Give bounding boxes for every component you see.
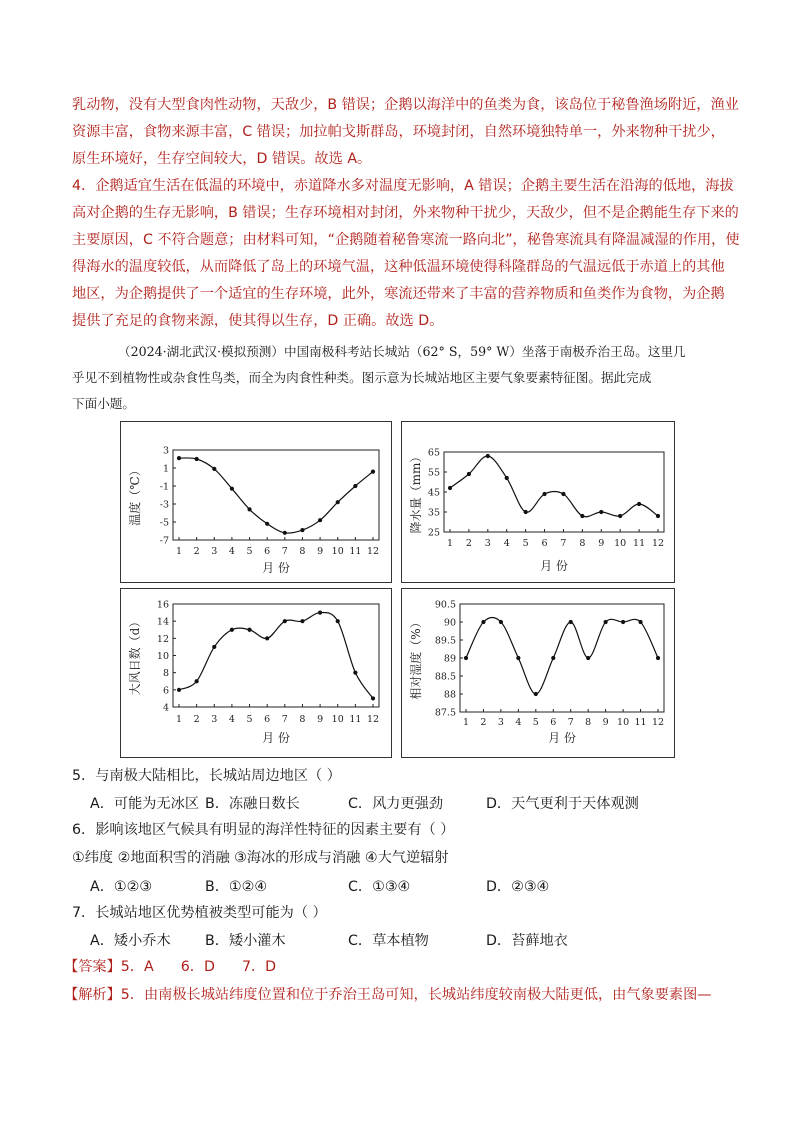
data-point — [618, 514, 622, 518]
x-tick-label: 11 — [633, 538, 646, 549]
data-point — [283, 531, 287, 535]
question-5-option-c[interactable]: C．风力更强劲 — [348, 796, 444, 812]
y-tick-label: 88 — [443, 689, 456, 701]
series-line — [466, 618, 658, 695]
x-tick-label: 12 — [651, 538, 665, 549]
x-tick-label: 8 — [579, 538, 586, 549]
question-7-option-d[interactable]: D．苔藓地衣 — [486, 933, 568, 949]
plot-frame — [173, 450, 379, 540]
y-tick-label: 88.5 — [434, 671, 456, 683]
question-6-option-c[interactable]: C．①③④ — [348, 879, 411, 895]
x-tick-label: 5 — [532, 717, 539, 728]
x-tick-label: 3 — [484, 538, 491, 549]
question-6-stem: 6．影响该地区气候具有明显的海洋性特征的因素主要有（ ） — [72, 822, 455, 838]
x-tick-label: 5 — [246, 714, 253, 725]
y-tick-label: -3 — [159, 499, 169, 511]
y-tick-label: 6 — [162, 685, 169, 697]
y-tick-label: 8 — [162, 668, 169, 680]
question-6-option-b[interactable]: B．①②④ — [205, 879, 268, 895]
data-point — [467, 472, 471, 476]
x-tick-label: 1 — [175, 546, 183, 557]
data-point — [580, 514, 584, 518]
data-point — [481, 620, 485, 624]
data-point — [195, 679, 199, 683]
x-tick-label: 3 — [211, 546, 218, 557]
data-point — [637, 502, 641, 506]
humidity-chart — [402, 589, 674, 757]
x-axis-title: 月 份 — [262, 561, 290, 575]
x-axis-title: 月 份 — [262, 731, 290, 745]
y-tick-label: 12 — [156, 633, 169, 645]
x-tick-label: 9 — [317, 714, 324, 725]
windy-days-chart — [121, 589, 391, 757]
intro-line: （2024·湖北武汉·模拟预测）中国南极科考站长城站（62° S，59° W）坐落于南极乔治王岛。这里几 — [118, 344, 686, 359]
explanation-line: 主要原因，C 不符合题意；由材料可知，“企鹅随着秘鲁寒流一路向北”，秘鲁寒流具有降温减湿的作用，使 — [72, 232, 740, 248]
x-tick-label: 1 — [446, 538, 454, 549]
data-point — [177, 688, 181, 692]
x-tick-label: 4 — [228, 714, 235, 725]
analysis-label: 【解析】 — [64, 987, 121, 1003]
temperature-chart-panel — [120, 421, 392, 583]
question-7-option-b[interactable]: B．矮小灌木 — [205, 933, 286, 949]
plot-frame — [173, 604, 379, 707]
data-point — [212, 645, 216, 649]
data-point — [621, 620, 625, 624]
data-point — [638, 620, 642, 624]
data-point — [300, 528, 304, 532]
analysis-text: 5．由南极长城站纬度位置和位于乔治王岛可知，长城站纬度较南极大陆更低，由气象要素图— — [120, 987, 712, 1003]
y-tick-label: 10 — [156, 651, 169, 662]
explanation-line: 乳动物，没有大型食肉性动物，天敌少，B 错误；企鹅以海洋中的鱼类为食，该岛位于秘鲁渔场附近，渔业 — [72, 97, 739, 113]
y-axis-title: 相对湿度（%） — [409, 616, 423, 700]
x-tick-label: 8 — [585, 717, 592, 728]
intro-line: 乎见不到植物性或杂食性鸟类，而全为肉食性种类。图示意为长城站地区主要气象要素特征图。据此完成 — [72, 370, 652, 385]
data-point — [300, 619, 304, 623]
explanation-line: 原生环境好，生存空间较大，D 错误。故选 A。 — [72, 151, 372, 167]
y-tick-label: 65 — [427, 447, 440, 459]
answer-text: 5．A 6．D 7．D — [120, 959, 277, 975]
x-tick-label: 9 — [598, 538, 605, 549]
x-tick-label: 8 — [299, 546, 306, 557]
x-tick-label: 10 — [331, 546, 344, 557]
data-point — [247, 507, 251, 511]
question-5-option-b[interactable]: B．冻融日数长 — [205, 796, 300, 812]
data-point — [230, 628, 234, 632]
data-point — [599, 510, 603, 514]
data-point — [464, 656, 468, 660]
precipitation-chart-panel — [401, 421, 675, 583]
windy-days-chart-panel — [120, 588, 392, 758]
data-point — [177, 456, 181, 460]
y-tick-label: 89.5 — [434, 635, 456, 647]
question-6-statements: ①纬度 ②地面积雪的消融 ③海冰的形成与消融 ④大气逆辐射 — [72, 850, 449, 866]
data-point — [656, 656, 660, 660]
y-tick-label: 4 — [162, 702, 169, 714]
data-point — [551, 656, 555, 660]
data-point — [604, 620, 608, 624]
data-point — [336, 500, 340, 504]
data-point — [353, 484, 357, 488]
question-6-option-a[interactable]: A．①②③ — [90, 879, 153, 895]
data-point — [230, 487, 234, 491]
data-point — [265, 522, 269, 526]
question-7-option-a[interactable]: A．矮小乔木 — [90, 933, 171, 949]
plot-frame — [460, 604, 664, 712]
data-point — [371, 470, 375, 474]
question-5-option-d[interactable]: D．天气更利于天体观测 — [486, 796, 639, 812]
x-tick-label: 12 — [366, 546, 380, 557]
data-point — [353, 671, 357, 675]
x-tick-label: 11 — [634, 717, 647, 728]
series-line — [179, 458, 373, 533]
data-point — [542, 492, 546, 496]
y-tick-label: -7 — [159, 535, 169, 547]
y-tick-label: 89 — [443, 653, 456, 665]
data-point — [499, 620, 503, 624]
x-tick-label: 3 — [497, 717, 504, 728]
data-point — [524, 510, 528, 514]
x-tick-label: 10 — [331, 714, 344, 725]
x-tick-label: 8 — [299, 714, 306, 725]
y-tick-label: 90 — [443, 617, 456, 629]
data-point — [283, 619, 287, 623]
x-tick-label: 6 — [550, 717, 557, 728]
x-axis-title: 月 份 — [540, 559, 568, 573]
x-tick-label: 1 — [175, 714, 183, 725]
x-tick-label: 2 — [193, 546, 200, 557]
question-7-stem: 7．长城站地区优势植被类型可能为（ ） — [72, 905, 327, 921]
x-tick-label: 12 — [366, 714, 380, 725]
x-tick-label: 12 — [651, 717, 665, 728]
data-point — [212, 467, 216, 471]
data-point — [448, 486, 452, 490]
x-tick-label: 6 — [264, 546, 271, 557]
x-tick-label: 11 — [349, 714, 362, 725]
data-point — [561, 492, 565, 496]
x-tick-label: 2 — [465, 538, 472, 549]
y-tick-label: 16 — [156, 599, 169, 611]
x-tick-label: 7 — [281, 546, 288, 557]
data-point — [265, 636, 269, 640]
data-point — [247, 628, 251, 632]
question-7-option-c[interactable]: C．草本植物 — [348, 933, 429, 949]
data-point — [569, 620, 573, 624]
y-axis-title: 温度（℃） — [128, 464, 142, 526]
data-point — [516, 656, 520, 660]
intro-line: 下面小题。 — [72, 396, 135, 411]
y-tick-label: 35 — [427, 507, 440, 519]
x-tick-label: 2 — [480, 717, 487, 728]
question-6-option-d[interactable]: D．②③④ — [486, 879, 550, 895]
y-tick-label: 3 — [162, 445, 169, 457]
x-axis-title: 月 份 — [548, 731, 576, 745]
x-tick-label: 3 — [211, 714, 218, 725]
x-tick-label: 4 — [515, 717, 522, 728]
humidity-chart-panel — [401, 588, 675, 758]
x-tick-label: 5 — [522, 538, 529, 549]
data-point — [195, 457, 199, 461]
y-tick-label: 14 — [156, 616, 169, 628]
x-tick-label: 2 — [193, 714, 200, 725]
explanation-line: 地区，为企鹅提供了一个适宜的生存环境，此外，寒流还带来了丰富的营养物质和鱼类作为食物，为企鹅 — [72, 286, 725, 302]
precipitation-chart — [402, 422, 674, 582]
y-tick-label: 1 — [162, 463, 169, 475]
x-tick-label: 4 — [503, 538, 510, 549]
analysis-row — [64, 985, 712, 1005]
explanation-line: 高对企鹅的生存无影响，B 错误；生存环境相对封闭，外来物种干扰少，天敌少，但不是企鹅能生存下来的 — [72, 205, 739, 221]
answer-label: 【答案】 — [64, 959, 121, 975]
explanation-line: 资源丰富，食物来源丰富，C 错误；加拉帕戈斯群岛，环境封闭，自然环境独特单一，外来物种干扰少， — [72, 124, 725, 140]
x-tick-label: 10 — [614, 538, 627, 549]
x-tick-label: 10 — [617, 717, 630, 728]
data-point — [336, 619, 340, 623]
question-5-stem: 5．与南极大陆相比，长城站周边地区（ ） — [72, 768, 341, 784]
series-line — [450, 456, 658, 517]
x-tick-label: 9 — [317, 546, 324, 557]
x-tick-label: 7 — [560, 538, 567, 549]
explanation-line: 提供了充足的食物来源，使其得以生存，D 正确。故选 D。 — [72, 313, 444, 329]
answer-row — [64, 957, 277, 977]
y-axis-title: 降水量（mm） — [409, 450, 423, 534]
data-point — [318, 610, 322, 614]
data-point — [486, 454, 490, 458]
y-tick-label: 90.5 — [434, 599, 456, 611]
data-point — [586, 656, 590, 660]
series-line — [179, 613, 373, 699]
data-point — [318, 518, 322, 522]
x-tick-label: 9 — [602, 717, 609, 728]
y-axis-title: 大风日数（d） — [128, 615, 142, 696]
x-tick-label: 6 — [264, 714, 271, 725]
explanation-line: 得海水的温度较低，从而降低了岛上的环境气温，这种低温环境使得科隆群岛的气温远低于赤道上的其他 — [72, 259, 725, 275]
explanation-line: 4．企鹅适宜生活在低温的环境中，赤道降水多对温度无影响，A 错误；企鹅主要生活在沿海的低地，海拔 — [72, 178, 734, 194]
data-point — [505, 476, 509, 480]
data-point — [371, 696, 375, 700]
x-tick-label: 1 — [462, 717, 470, 728]
question-5-option-a[interactable]: A．可能为无冰区 — [90, 796, 200, 812]
x-tick-label: 7 — [281, 714, 288, 725]
y-tick-label: 87.5 — [434, 707, 456, 719]
data-point — [534, 692, 538, 696]
x-tick-label: 4 — [228, 546, 235, 557]
x-tick-label: 11 — [349, 546, 362, 557]
y-tick-label: 45 — [427, 487, 440, 499]
x-tick-label: 5 — [246, 546, 253, 557]
y-tick-label: -5 — [159, 517, 169, 529]
y-tick-label: 55 — [427, 467, 440, 479]
x-tick-label: 6 — [541, 538, 548, 549]
temperature-chart — [121, 422, 391, 582]
data-point — [656, 514, 660, 518]
x-tick-label: 7 — [567, 717, 574, 728]
y-tick-label: 25 — [427, 527, 440, 539]
y-tick-label: -1 — [159, 481, 169, 493]
